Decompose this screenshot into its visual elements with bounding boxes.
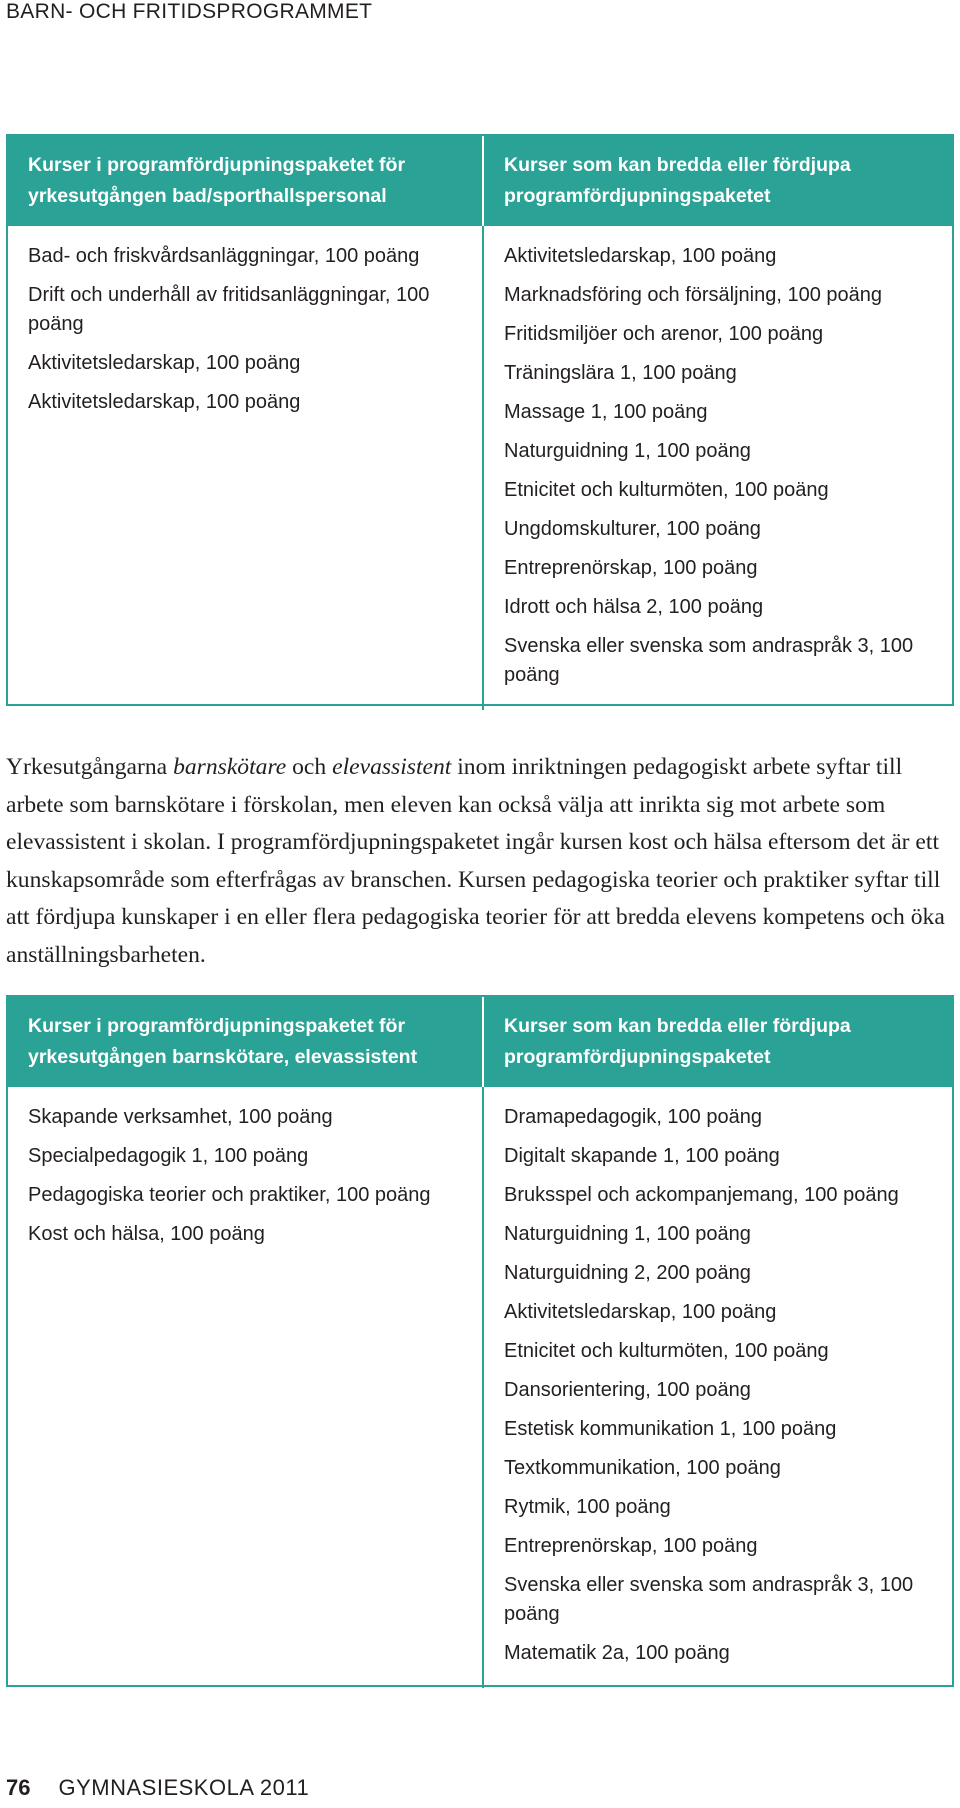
publication-title: GYMNASIESKOLA 2011 xyxy=(58,1775,310,1800)
page-number: 76 xyxy=(6,1775,31,1800)
table-header-right: Kurser som kan bredda eller fördjupa programfördjupningspaketet xyxy=(482,997,954,1087)
course-item: Dramapedagogik, 100 poäng xyxy=(504,1106,762,1128)
paragraph-text: inom inriktningen pedagogiskt arbete syftar till arbete som barnskötare i förskolan, men eleven kan också välja att inrikta sig mot arbete som elevassistent i skolan. I programfördjupningspaketet ingår kursen kost och hälsa eftersom det är ett kunskapsområde som efterfrågas av branschen. Kursen pedagogiska teorier och praktiker syftar till att fördjupa kunskaper i en eller flera pedagogiska teorier för att bredda elevens kompetens och öka anställningsbarheten. xyxy=(6,754,945,968)
paragraph-text: och xyxy=(286,754,333,780)
course-item: Rytmik, 100 poäng xyxy=(504,1496,671,1518)
course-list xyxy=(504,242,934,690)
course-item: Svenska eller svenska som andraspråk 3, 100 poäng xyxy=(504,1574,914,1625)
course-item: Etnicitet och kulturmöten, 100 poäng xyxy=(504,479,829,501)
course-item: Massage 1, 100 poäng xyxy=(504,401,708,423)
course-item: Aktivitetsledarskap, 100 poäng xyxy=(28,391,301,413)
course-item: Bad- och friskvårdsanläggningar, 100 poäng xyxy=(28,245,420,267)
course-item: Pedagogiska teorier och praktiker, 100 poäng xyxy=(28,1184,431,1206)
paragraph-text: Yrkesutgångarna xyxy=(6,754,174,780)
course-item: Aktivitetsledarskap, 100 poäng xyxy=(504,245,777,267)
course-item: Fritidsmiljöer och arenor, 100 poäng xyxy=(504,323,824,345)
table-cell-right xyxy=(482,1087,954,1688)
paragraph-emphasis: barnskötare xyxy=(173,754,287,780)
course-item: Naturguidning 2, 200 poäng xyxy=(504,1262,751,1284)
course-item: Idrott och hälsa 2, 100 poäng xyxy=(504,596,764,618)
course-item: Dansorientering, 100 poäng xyxy=(504,1379,751,1401)
course-item: Drift och underhåll av fritidsanläggningar, 100 poäng xyxy=(28,284,430,335)
course-item: Specialpedagogik 1, 100 poäng xyxy=(28,1145,309,1167)
course-item: Etnicitet och kulturmöten, 100 poäng xyxy=(504,1340,829,1362)
table-cell-right xyxy=(482,226,954,710)
course-item: Svenska eller svenska som andraspråk 3, 100 poäng xyxy=(504,635,914,686)
course-item: Matematik 2a, 100 poäng xyxy=(504,1642,730,1664)
table-header-left: Kurser i programfördjupningspaketet för yrkesutgången barnskötare, elevassistent xyxy=(8,997,482,1087)
paragraph-emphasis: elevassistent xyxy=(332,754,452,780)
course-item: Aktivitetsledarskap, 100 poäng xyxy=(28,352,301,374)
course-list xyxy=(28,1103,462,1249)
page-footer xyxy=(6,1775,309,1801)
body-paragraph xyxy=(6,749,956,974)
course-item: Aktivitetsledarskap, 100 poäng xyxy=(504,1301,777,1323)
table-cell-left xyxy=(8,1087,482,1688)
course-item: Entreprenörskap, 100 poäng xyxy=(504,557,758,579)
running-header: BARN- OCH FRITIDSPROGRAMMET xyxy=(6,0,373,23)
course-table-barnskotare xyxy=(6,995,954,1687)
course-list xyxy=(28,242,462,417)
table-header-left: Kurser i programfördjupningspaketet för yrkesutgången bad/sporthallspersonal xyxy=(8,136,482,226)
course-item: Entreprenörskap, 100 poäng xyxy=(504,1535,758,1557)
table-header-right: Kurser som kan bredda eller fördjupa programfördjupningspaketet xyxy=(482,136,954,226)
course-item: Digitalt skapande 1, 100 poäng xyxy=(504,1145,780,1167)
course-item: Naturguidning 1, 100 poäng xyxy=(504,440,751,462)
course-list xyxy=(504,1103,934,1668)
course-item: Träningslära 1, 100 poäng xyxy=(504,362,737,384)
course-item: Kost och hälsa, 100 poäng xyxy=(28,1223,265,1245)
course-item: Ungdomskulturer, 100 poäng xyxy=(504,518,761,540)
table-cell-left xyxy=(8,226,482,710)
course-item: Bruksspel och ackompanjemang, 100 poäng xyxy=(504,1184,899,1206)
course-item: Naturguidning 1, 100 poäng xyxy=(504,1223,751,1245)
course-item: Skapande verksamhet, 100 poäng xyxy=(28,1106,333,1128)
course-item: Textkommunikation, 100 poäng xyxy=(504,1457,781,1479)
course-item: Estetisk kommunikation 1, 100 poäng xyxy=(504,1418,837,1440)
course-table-bad-sporthall xyxy=(6,134,954,706)
course-item: Marknadsföring och försäljning, 100 poäng xyxy=(504,284,883,306)
